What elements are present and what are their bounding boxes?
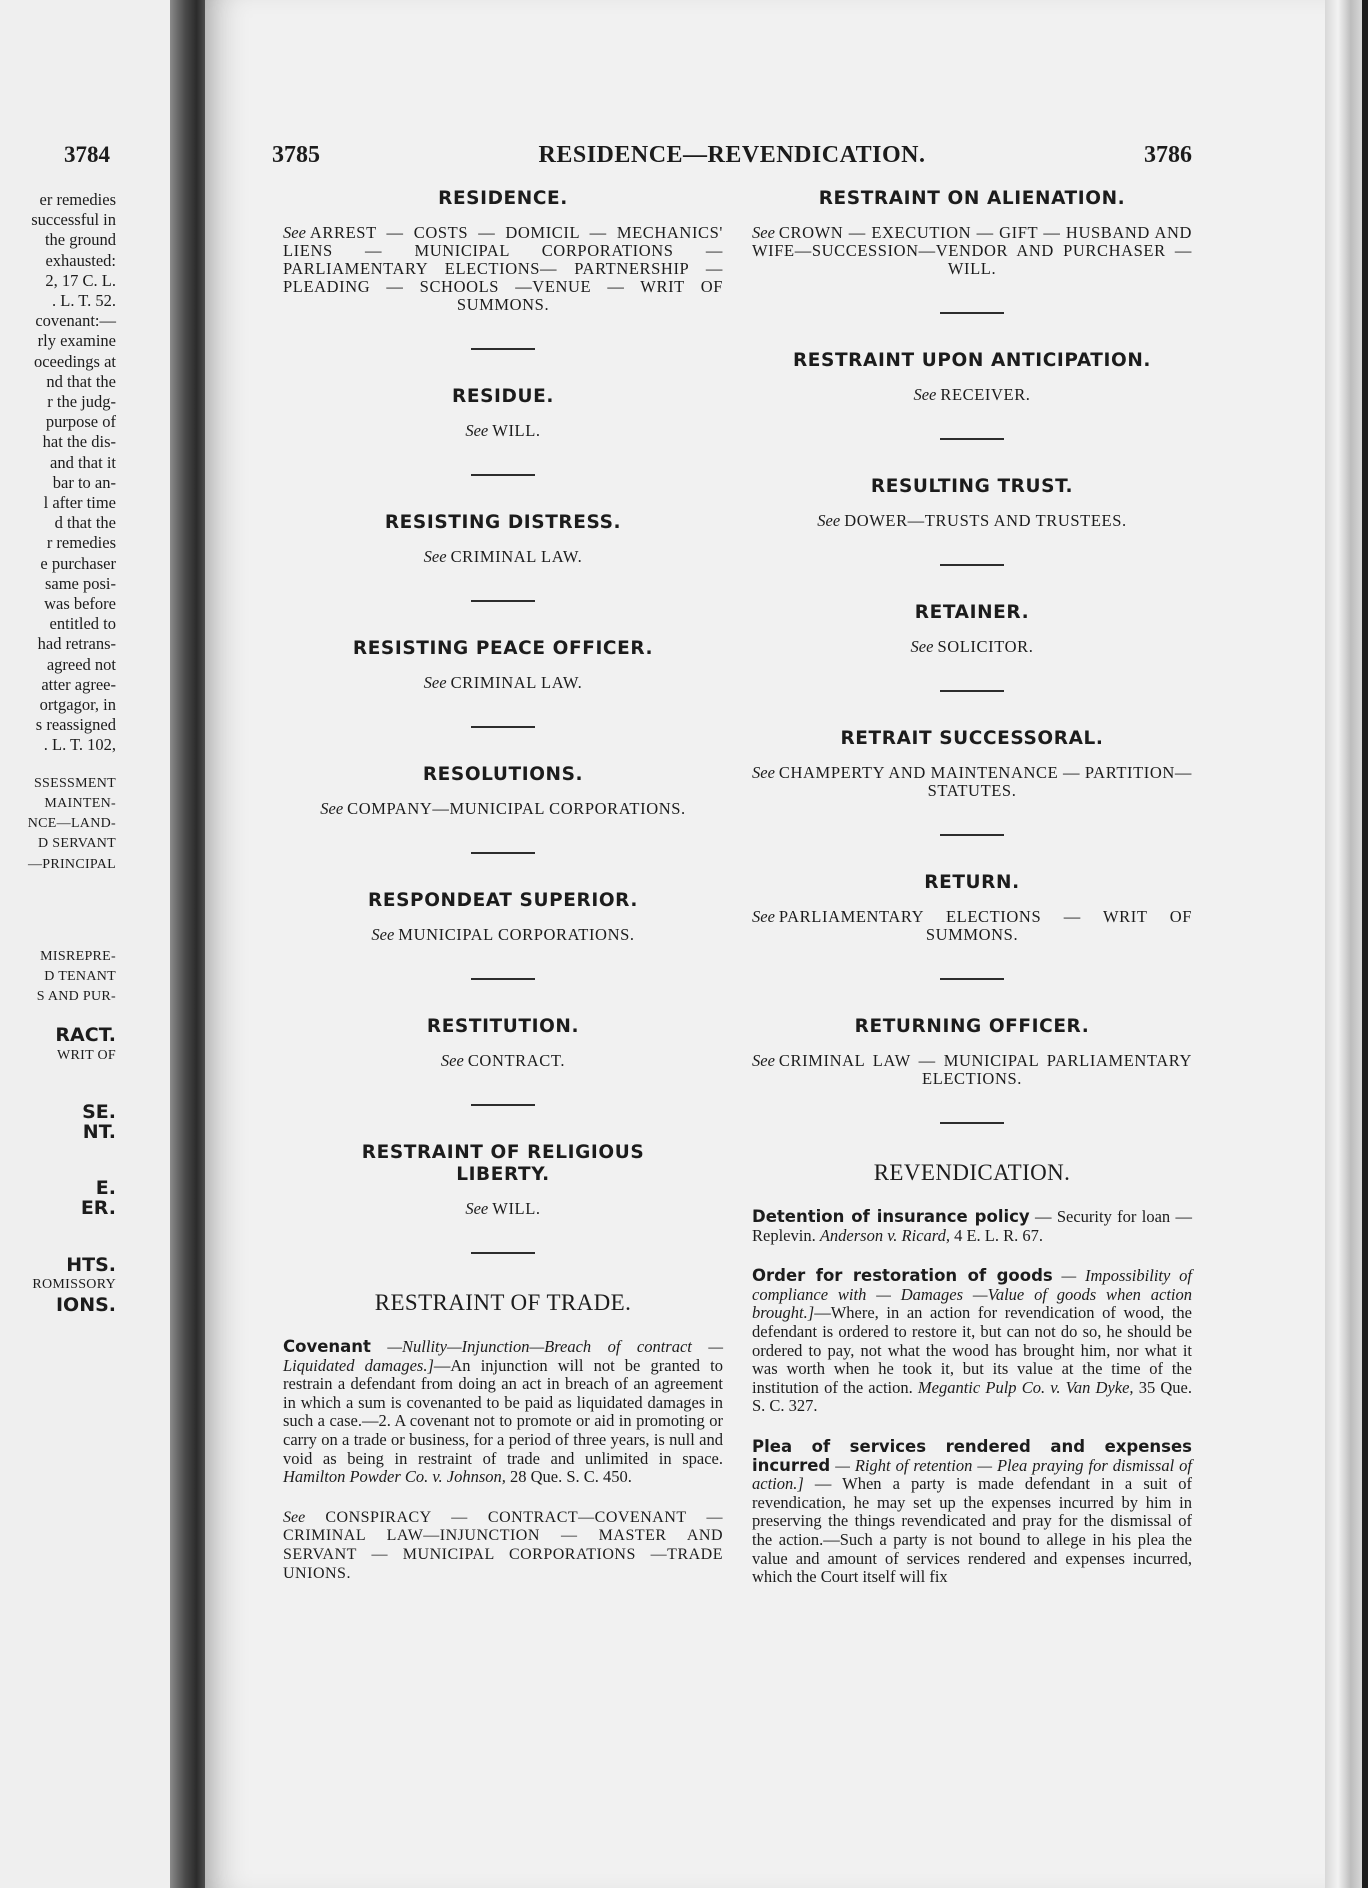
page-edge (1325, 0, 1368, 1888)
left-page-line: same posi- (44, 573, 116, 593)
left-page-line (0, 756, 116, 774)
see-targets: COMPANY—MUNICIPAL CORPORATIONS. (347, 799, 686, 818)
left-page-line: S AND PUR- (36, 989, 116, 1005)
section-rule (940, 438, 1004, 440)
left-page-line (0, 1160, 116, 1178)
entry (752, 476, 1192, 530)
entry-heading: RESTRAINT ON ALIENATION. (818, 188, 1126, 209)
left-page-line: HTS. (66, 1253, 116, 1276)
section-rule (940, 1122, 1004, 1124)
see-word: See (320, 799, 344, 818)
case-citation: 35 Que. S. C. 327. (752, 1377, 1192, 1416)
left-page-line: ortgagor, in (39, 695, 116, 715)
entry-heading: RESIDUE. (452, 386, 554, 407)
case-name: Megantic Pulp Co. v. Van Dyke, (917, 1377, 1134, 1397)
see-targets: ARREST — COSTS — DOMICIL — MECHANICS' LIENS — MUNICIPAL CORPORATIONS — PARLIAMENTARY ELECTIONS— PARTNERSHIP — PLEADING — SCHOOLS —VENUE — WRIT OF SUMMONS. (283, 223, 723, 314)
left-page-line: had retrans- (37, 634, 116, 654)
para-body: —An injunction will not be granted to restrain a defendant from doing an act in breach of an agreement in which a sum is covenanted to be paid as liquidated damages in such a case.—2. A covenant not to promote or aid in promoting or carry on a trade or business, for a period of three years, is null and void as being in restraint of trade and unlimited in space. (283, 1355, 723, 1468)
left-page-line: l after time (43, 493, 116, 513)
left-page-line: was before (44, 594, 116, 614)
case-paragraph (752, 1438, 1192, 1587)
para-catchwords: —Nullity—Injunction—Breach of contract — Liquidated damages.] (283, 1337, 723, 1375)
left-page-line: nd that the (46, 371, 116, 391)
section-rule (940, 690, 1004, 692)
case-name: Hamilton Powder Co. v. Johnson, (283, 1467, 506, 1487)
section-rule (940, 834, 1004, 836)
left-page-line: rly examine (37, 331, 116, 351)
left-page-number: 3784 (64, 142, 110, 167)
running-header (272, 142, 1192, 172)
section-rule (471, 978, 535, 980)
entry-heading: RETURN. (924, 872, 1020, 893)
see-targets: CROWN — EXECUTION — GIFT — HUSBAND AND WIFE—SUCCESSION—VENDOR AND PURCHASER — WILL. (752, 223, 1192, 278)
see-targets: CRIMINAL LAW. (450, 673, 583, 692)
left-page-line: atter agree- (41, 674, 116, 694)
section-rule (471, 348, 535, 350)
left-page-line: IONS. (55, 1293, 116, 1316)
restraint-of-trade-section (283, 1290, 723, 1583)
left-page-line (0, 1237, 116, 1255)
entry (283, 1142, 723, 1218)
left-page-line: covenant:— (35, 311, 116, 331)
see-word: See (752, 763, 775, 782)
entry (283, 512, 723, 566)
entry (752, 728, 1192, 800)
see-reference (283, 1052, 723, 1070)
see-reference (752, 908, 1192, 944)
section-rule (471, 474, 535, 476)
section-rule (471, 1104, 535, 1106)
para-body: — Security for loan — Replevin. (752, 1207, 1192, 1245)
revendication-section (752, 1160, 1192, 1587)
entry (283, 1016, 723, 1070)
section-rule (471, 852, 535, 854)
see-targets: RECEIVER. (940, 385, 1031, 404)
see-reference (283, 800, 723, 818)
left-page-line: D SERVANT (38, 836, 116, 852)
see-word: See (371, 925, 395, 944)
see-word: See (465, 421, 489, 440)
see-targets: DOWER—TRUSTS AND TRUSTEES. (844, 511, 1127, 530)
see-reference (752, 638, 1192, 656)
left-page-line: successful in (31, 210, 116, 230)
page-number-left: 3785 (272, 142, 320, 168)
left-page-line: s reassigned (35, 715, 116, 735)
left-page-line (0, 1219, 116, 1237)
left-page-line (0, 911, 116, 929)
entry-heading: RESPONDEAT SUPERIOR. (368, 890, 638, 911)
left-page-line: d that the (54, 513, 116, 533)
see-targets: WILL. (492, 1199, 541, 1218)
para-lead: Order for restoration of goods (752, 1266, 1053, 1286)
left-page-line: hat the dis- (42, 432, 116, 452)
case-paragraph (283, 1338, 723, 1487)
para-body: — When a party is made defendant in a suit of revendication, he may set up the expenses incurred by him in preserving the things revendicated and pray for the dismissal of the action.—Such a party is not bound to allege in his plea the value and amount of services rendered and expenses incurred, which the Court itself will fix (752, 1474, 1192, 1587)
para-body: —Where, in an action for revendication of wood, the defendant is ordered to restore it, but can not do so, he should be ordered to pay, not what the wood has brought him, nor what it was worth when he took it, but its value at the time of the institution of the action. (752, 1303, 1192, 1397)
left-page-line (0, 1142, 116, 1160)
column-left (283, 188, 723, 1583)
see-reference (283, 926, 723, 944)
entry (283, 890, 723, 944)
see-word: See (423, 547, 447, 566)
left-page-line (0, 1084, 116, 1102)
para-lead: Plea of services rendered and expenses incurred (752, 1436, 1192, 1475)
book-gutter (170, 0, 208, 1888)
see-word: See (817, 511, 841, 530)
see-targets: MUNICIPAL CORPORATIONS. (398, 925, 635, 944)
left-page-line: r the judg- (47, 392, 116, 412)
see-word: See (440, 1051, 464, 1070)
para-catchwords: — Right of retention — Plea praying for dismissal of action.] (752, 1455, 1192, 1494)
entry-heading: RESIDENCE. (438, 188, 568, 209)
entry (283, 386, 723, 440)
para-lead: Detention of insurance policy (752, 1207, 1030, 1226)
see-targets: CHAMPERTY AND MAINTENANCE — PARTITION—STATUTES. (778, 763, 1192, 800)
left-page-line: . L. T. 102, (43, 735, 116, 755)
left-page-line: MISREPRE- (40, 948, 116, 964)
see-targets: SOLICITOR. (937, 637, 1034, 656)
left-page-line: RACT. (55, 1024, 116, 1047)
left-page-line: agreed not (46, 654, 116, 674)
entry-heading: RESISTING PEACE OFFICER. (352, 638, 654, 659)
see-word: See (283, 223, 306, 242)
see-reference (752, 386, 1192, 404)
see-word: See (752, 1051, 775, 1070)
section-rule (471, 600, 535, 602)
left-page-line: exhausted: (45, 250, 116, 270)
left-page-line: WRIT OF (56, 1047, 116, 1063)
entry (752, 188, 1192, 278)
running-title: RESIDENCE—REVENDICATION. (538, 142, 926, 168)
see-reference (283, 548, 723, 566)
para-lead: Covenant (283, 1337, 371, 1356)
see-reference (752, 764, 1192, 800)
entry (752, 872, 1192, 944)
entry (283, 188, 723, 314)
left-page-line: e purchaser (40, 553, 116, 573)
entry-heading: RESTRAINT OF RELIGIOUS LIBERTY. (361, 1142, 645, 1185)
left-page-line: 2, 17 C. L. (45, 270, 116, 290)
see-word: See (423, 673, 447, 692)
see-word: See (752, 907, 775, 926)
left-page-line: D TENANT (44, 968, 116, 984)
entry-heading: RETURNING OFFICER. (854, 1016, 1090, 1037)
see-targets: CRIMINAL LAW — MUNICIPAL PARLIAMENTARY ELECTIONS. (778, 1051, 1192, 1088)
left-page-line: r remedies (46, 533, 116, 553)
left-page-line: er remedies (39, 190, 116, 209)
see-word: See (752, 223, 775, 242)
left-page-line: . L. T. 52. (51, 291, 116, 311)
left-page-line (0, 929, 116, 947)
entry (752, 350, 1192, 404)
left-page-line: oceedings at (33, 351, 116, 371)
section-rule (940, 978, 1004, 980)
see-reference (752, 1052, 1192, 1088)
left-page-line: ROMISSORY (32, 1276, 116, 1292)
left-page-line (0, 875, 116, 893)
entry-heading: RESTITUTION. (426, 1016, 580, 1037)
see-word: See (465, 1199, 489, 1218)
see-word: See (283, 1508, 306, 1526)
case-citation: 28 Que. S. C. 450. (505, 1467, 632, 1487)
entry (752, 1016, 1192, 1088)
left-page-text (0, 190, 116, 1315)
see-reference (283, 1200, 723, 1218)
entry-heading: RESTRAINT UPON ANTICIPATION. (792, 350, 1152, 371)
section-rule (940, 564, 1004, 566)
previous-page-fragment (0, 0, 178, 1888)
case-paragraph (752, 1267, 1192, 1416)
see-targets: WILL. (492, 421, 541, 440)
left-page-line: purpose of (45, 412, 116, 432)
left-page-line (0, 1007, 116, 1025)
see-reference (283, 674, 723, 692)
left-page-line (0, 1066, 116, 1084)
entry-heading: RESOLUTIONS. (422, 764, 584, 785)
section-rule (940, 312, 1004, 314)
entry (752, 602, 1192, 656)
left-page-line: SSESSMENT (33, 775, 116, 791)
entry-heading: RESISTING DISTRESS. (384, 512, 622, 533)
left-page-line: SE. (82, 1100, 116, 1123)
left-page-line: NCE—LAND- (27, 816, 116, 832)
entry (283, 764, 723, 818)
entry-heading: RETAINER. (914, 602, 1030, 623)
section-rule (471, 1252, 535, 1254)
see-targets: PARLIAMENTARY ELECTIONS — WRIT OF SUMMONS. (778, 907, 1192, 944)
entry-heading: RETRAIT SUCCESSORAL. (840, 728, 1104, 749)
see-reference (283, 1509, 723, 1583)
entry (283, 638, 723, 692)
left-page-line (0, 893, 116, 911)
left-page-line: MAINTEN- (44, 795, 116, 811)
left-page-line: bar to an- (52, 472, 116, 492)
see-targets: CRIMINAL LAW. (450, 547, 583, 566)
para-catchwords: — Impossibility of compliance with — Damages —Value of goods when action brought.] (752, 1266, 1192, 1323)
case-citation: 4 E. L. R. 67. (949, 1225, 1044, 1245)
case-paragraph (752, 1208, 1192, 1245)
left-page-line: NT. (82, 1120, 116, 1143)
left-page-line: —PRINCIPAL (27, 856, 116, 872)
left-page-line: entitled to (49, 614, 116, 634)
see-reference (283, 224, 723, 314)
see-reference (752, 512, 1192, 530)
left-page-line: the ground (44, 230, 116, 250)
entry-heading: RESULTING TRUST. (870, 476, 1074, 497)
left-page-line: and that it (50, 452, 116, 472)
see-reference (283, 422, 723, 440)
section-heading: RESTRAINT OF TRADE. (374, 1290, 632, 1315)
case-name: Anderson v. Ricard, (819, 1225, 950, 1245)
see-targets: CONTRACT. (467, 1051, 566, 1070)
left-page-line: E. (95, 1177, 116, 1200)
see-reference (752, 224, 1192, 278)
column-right (752, 188, 1192, 1587)
page-number-right: 3786 (1144, 142, 1192, 168)
left-page-line: ER. (80, 1197, 116, 1220)
section-heading: REVENDICATION. (873, 1160, 1071, 1185)
see-word: See (910, 637, 934, 656)
see-word: See (913, 385, 937, 404)
see-targets: CONSPIRACY — CONTRACT—COVENANT —CRIMINAL LAW—INJUNCTION — MASTER AND SERVANT — MUNICIPAL CORPORATIONS —TRADE UNIONS. (283, 1508, 723, 1582)
section-rule (471, 726, 535, 728)
